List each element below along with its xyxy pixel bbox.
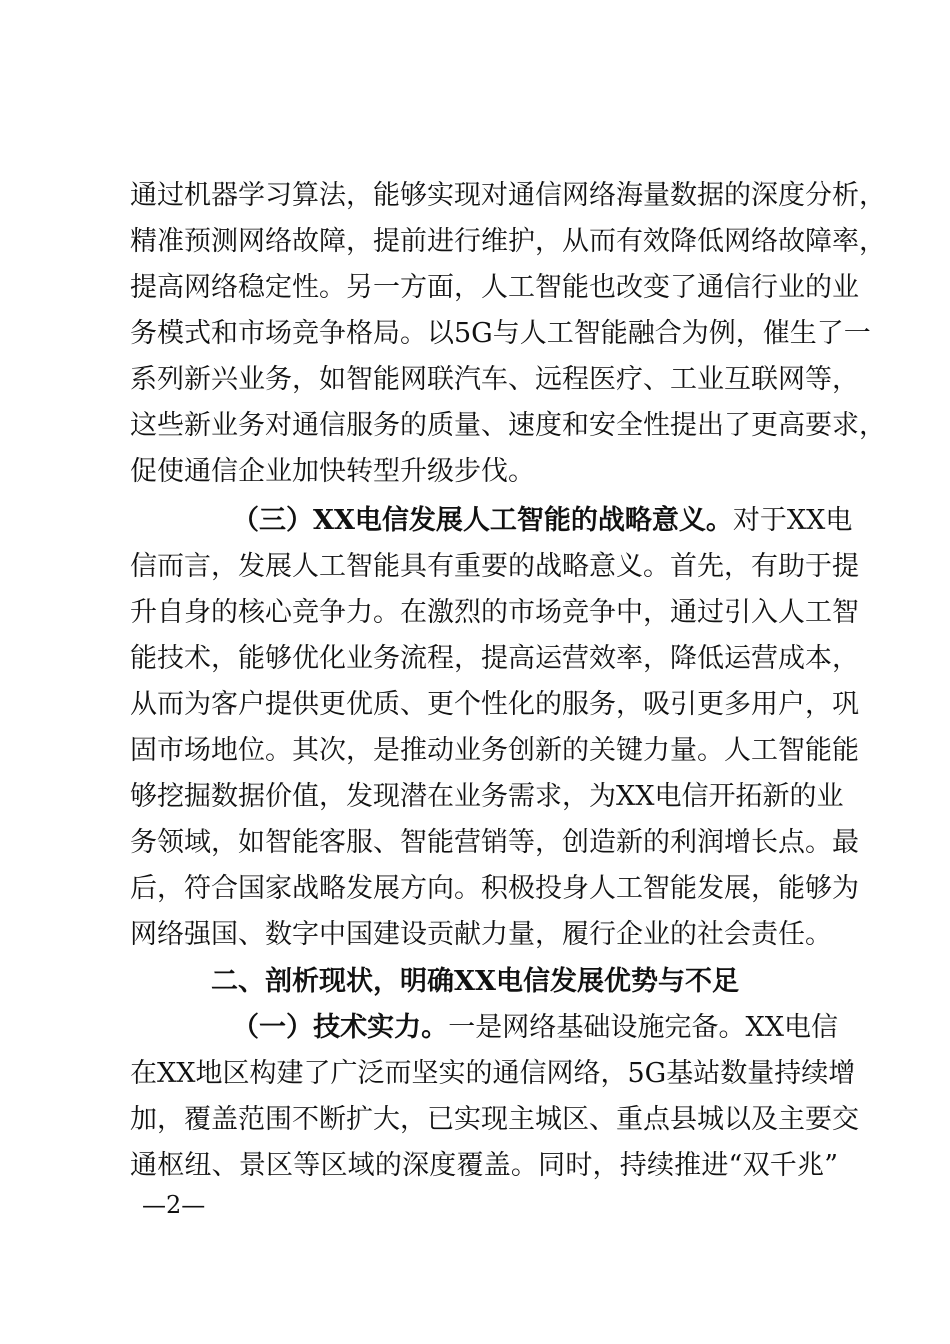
text-line: 信而言，发展人工智能具有重要的战略意义。首先，有助于提 — [130, 551, 859, 582]
text-line: 务领域，如智能客服、智能营销等，创造新的利润增长点。最 — [130, 827, 859, 858]
text-line: 够挖掘数据价值，发现潜在业务需求，为XX电信开拓新的业 — [130, 781, 844, 812]
text-line: 系列新兴业务，如智能网联汽车、远程医疗、工业互联网等， — [130, 364, 859, 395]
section-heading: 二、剖析现状，明确XX电信发展优势与不足 — [211, 966, 739, 997]
text-span: 对于XX电 — [732, 505, 853, 536]
text-line: 从而为客户提供更优质、更个性化的服务，吸引更多用户，巩 — [130, 689, 859, 720]
text-line: 这些新业务对通信服务的质量、速度和安全性提出了更高要求， — [130, 410, 886, 441]
subheading: （一）技术实力。 — [232, 1012, 449, 1043]
text-line: 后，符合国家战略发展方向。积极投身人工智能发展，能够为 — [130, 873, 859, 904]
page-number: —2— — [142, 1191, 206, 1219]
text-line: 精准预测网络故障，提前进行维护，从而有效降低网络故障率， — [130, 226, 886, 257]
text-line: 通枢纽、景区等区域的深度覆盖。同时，持续推进“双千兆” — [130, 1150, 838, 1181]
text-line: 促使通信企业加快转型升级步伐。 — [130, 456, 535, 487]
text-line: 在XX地区构建了广泛而坚实的通信网络，5G基站数量持续增 — [130, 1058, 856, 1089]
text-line: 提高网络稳定性。另一方面，人工智能也改变了通信行业的业 — [130, 272, 859, 303]
text-line: 能技术，能够优化业务流程，提高运营效率，降低运营成本， — [130, 643, 859, 674]
text-line: 升自身的核心竞争力。在激烈的市场竞争中，通过引入人工智 — [130, 597, 859, 628]
paragraph-first-line — [232, 504, 853, 538]
text-line: 网络强国、数字中国建设贡献力量，履行企业的社会责任。 — [130, 919, 832, 950]
text-line: 加，覆盖范围不断扩大，已实现主城区、重点县城以及主要交 — [130, 1104, 859, 1135]
text-line: 务模式和市场竞争格局。以5G与人工智能融合为例，催生了一 — [130, 318, 871, 349]
text-line: 通过机器学习算法，能够实现对通信网络海量数据的深度分析， — [130, 180, 886, 211]
text-line: 固市场地位。其次，是推动业务创新的关键力量。人工智能能 — [130, 735, 859, 766]
text-span: 一是网络基础设施完备。XX电信 — [448, 1012, 839, 1043]
subheading: （三）XX电信发展人工智能的战略意义。 — [232, 505, 733, 536]
paragraph-first-line — [232, 1011, 838, 1045]
